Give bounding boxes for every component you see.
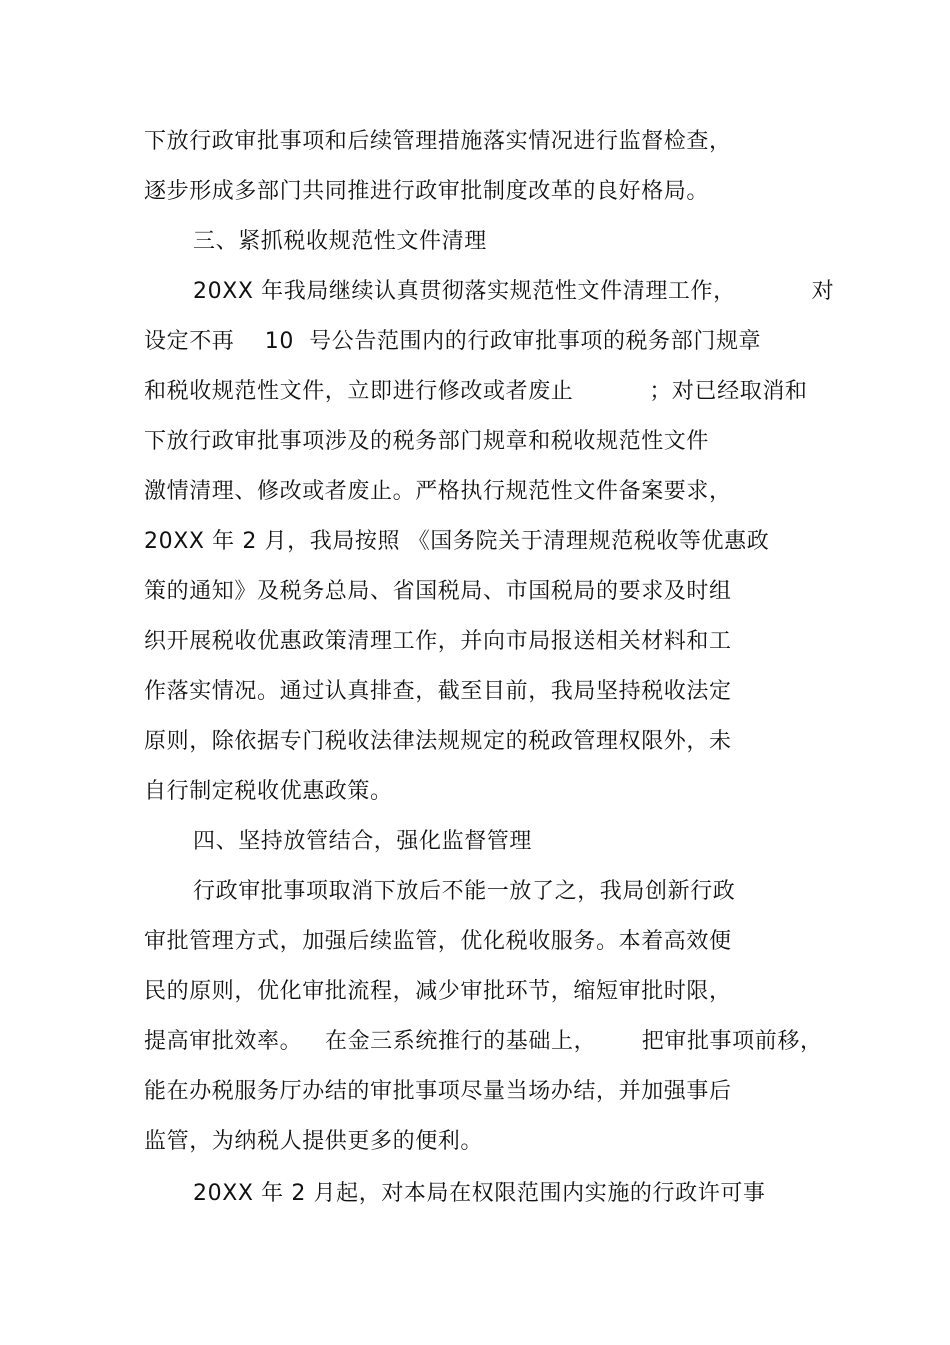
- text-line: 设定不再 10 号公告范围内的行政审批事项的税务部门规章: [144, 329, 762, 354]
- text-line: 提高审批效率。 在金三系统推行的基础上， 把审批事项前移，: [144, 1029, 823, 1054]
- text-line: 民的原则，优化审批流程，减少审批环节，缩短审批时限，: [144, 979, 732, 1004]
- text-line: 织开展税收优惠政策清理工作，并向市局报送相关材料和工: [144, 629, 732, 654]
- text-line: 下放行政审批事项和后续管理措施落实情况进行监督检查，: [144, 129, 732, 154]
- text-line: 监管，为纳税人提供更多的便利。: [144, 1129, 484, 1154]
- text-line: 逐步形成多部门共同推进行政审批制度改革的良好格局。: [144, 179, 710, 204]
- section-heading: 三、紧抓税收规范性文件清理: [193, 229, 487, 254]
- text-line: 行政审批事项取消下放后不能一放了之，我局创新行政: [193, 879, 736, 904]
- text-line: 自行制定税收优惠政策。: [144, 779, 393, 804]
- text-line: 20XX 年我局继续认真贯彻落实规范性文件清理工作， 对: [193, 279, 835, 304]
- text-line: 作落实情况。通过认真排查，截至目前，我局坚持税收法定: [144, 679, 732, 704]
- text-line: 策的通知》及税务总局、省国税局、市国税局的要求及时组: [144, 579, 732, 604]
- text-line: 20XX 年 2 月起，对本局在权限范围内实施的行政许可事: [193, 1181, 766, 1206]
- text-line: 原则，除依据专门税收法律法规规定的税政管理权限外，未: [144, 729, 732, 754]
- text-line: 激情清理、修改或者废止。严格执行规范性文件备案要求，: [144, 479, 732, 504]
- text-line: 和税收规范性文件，立即进行修改或者废止 ；对已经取消和: [144, 379, 808, 404]
- text-line: 能在办税服务厅办结的审批事项尽量当场办结，并加强事后: [144, 1079, 732, 1104]
- text-line: 审批管理方式，加强后续监管，优化税收服务。本着高效便: [144, 929, 732, 954]
- text-line: 20XX 年 2 月，我局按照 《国务院关于清理规范税收等优惠政: [144, 529, 770, 554]
- text-line: 下放行政审批事项涉及的税务部门规章和税收规范性文件: [144, 429, 710, 454]
- section-heading: 四、坚持放管结合，强化监督管理: [193, 829, 533, 854]
